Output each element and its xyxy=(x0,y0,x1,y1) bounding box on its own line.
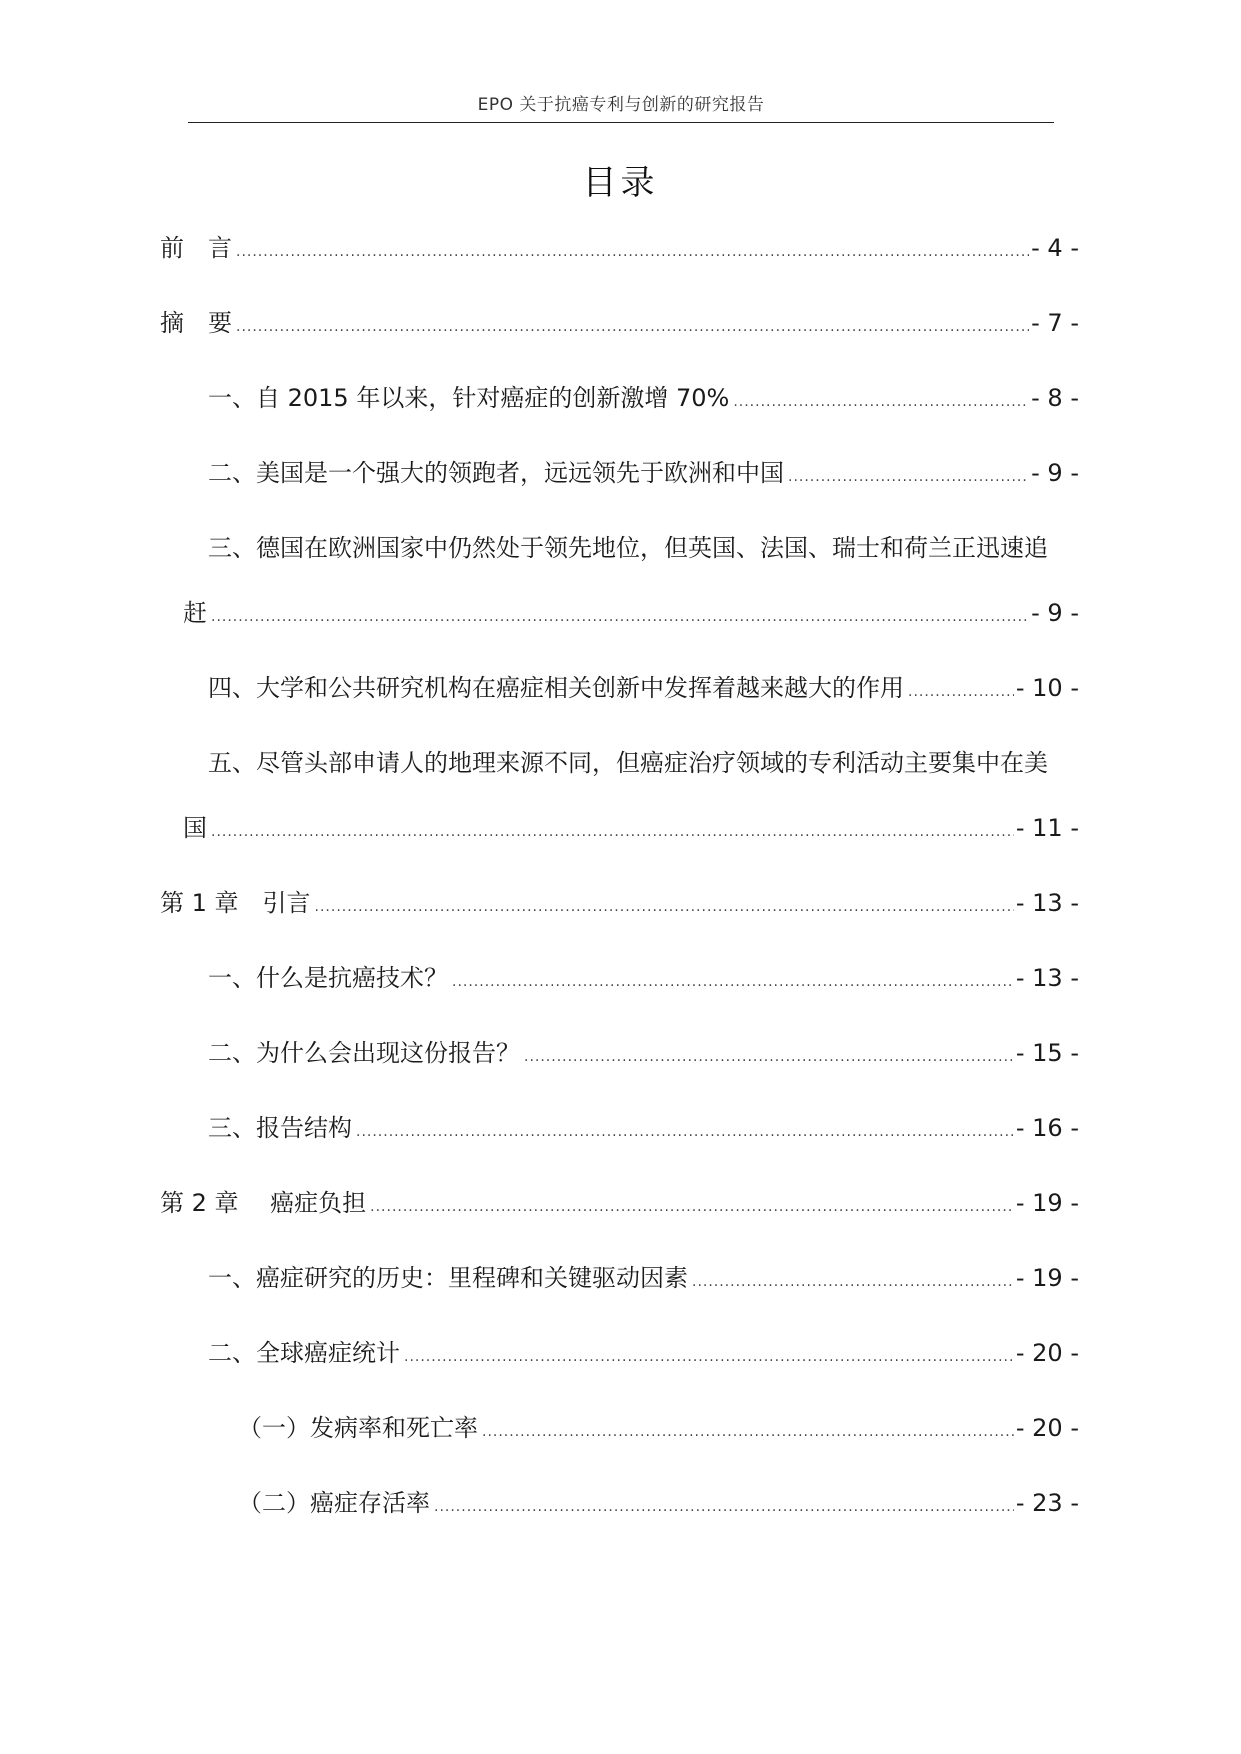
running-header: EPO 关于抗癌专利与创新的研究报告 xyxy=(477,95,765,115)
toc-entry-label: 二、美国是一个强大的领跑者，远远领先于欧洲和中国 xyxy=(208,459,784,487)
toc-entry-page: - 15 - xyxy=(1015,1039,1079,1067)
dot-leader xyxy=(692,1264,1014,1300)
toc-title: 目录 xyxy=(582,163,659,203)
toc-entry-label: 二、为什么会出现这份报告？ xyxy=(208,1039,520,1067)
dot-leader xyxy=(733,384,1029,420)
toc-entry-summary-2[interactable] xyxy=(208,455,1079,491)
toc-entry-preface[interactable] xyxy=(160,230,1079,266)
toc-entry-page: - 19 - xyxy=(1015,1264,1079,1292)
toc-entry-page: - 8 - xyxy=(1031,384,1079,412)
toc-entry-label: 四、大学和公共研究机构在癌症相关创新中发挥着越来越大的作用 xyxy=(208,674,904,702)
toc-entry-page: - 7 - xyxy=(1031,309,1079,337)
toc-entry-label: 前 言 xyxy=(160,234,232,262)
toc-entry-label: 摘 要 xyxy=(160,309,232,337)
toc-entry-summary-4[interactable] xyxy=(208,670,1079,706)
dot-leader xyxy=(908,674,1014,710)
toc-entry-summary[interactable] xyxy=(160,305,1079,341)
dot-leader xyxy=(356,1114,1014,1150)
toc-entry-page: - 9 - xyxy=(1031,599,1079,627)
toc-entry-chapter-2[interactable] xyxy=(160,1185,1079,1221)
dot-leader xyxy=(482,1414,1014,1450)
toc-entry-page: - 20 - xyxy=(1015,1339,1079,1367)
toc-entry-page: - 10 - xyxy=(1015,674,1079,702)
toc-entry-chapter-2-subsection-1[interactable] xyxy=(238,1410,1079,1446)
dot-leader xyxy=(211,814,1014,850)
toc-entry-label: 三、报告结构 xyxy=(208,1114,352,1142)
toc-entry-label: 国 xyxy=(183,814,207,842)
toc-entry-page: - 11 - xyxy=(1015,814,1079,842)
dot-leader xyxy=(788,459,1029,495)
toc-entry-page: - 13 - xyxy=(1015,889,1079,917)
toc-entry-chapter-1-section-2[interactable] xyxy=(208,1035,1079,1071)
dot-leader xyxy=(315,889,1014,925)
toc-entry-summary-5-line1[interactable]: 五、尽管头部申请人的地理来源不同，但癌症治疗领域的专利活动主要集中在美 xyxy=(208,749,1048,777)
toc-entry-page: - 16 - xyxy=(1015,1114,1079,1142)
toc-entry-label: 一、什么是抗癌技术？ xyxy=(208,964,448,992)
toc-entry-label: 一、癌症研究的历史：里程碑和关键驱动因素 xyxy=(208,1264,688,1292)
toc-entry-label: （一）发病率和死亡率 xyxy=(238,1414,478,1442)
toc-entry-chapter-2-subsection-2[interactable] xyxy=(238,1485,1079,1521)
dot-leader xyxy=(236,234,1029,270)
dot-leader xyxy=(370,1189,1014,1225)
toc-entry-summary-5[interactable] xyxy=(183,810,1079,846)
toc-entry-page: - 13 - xyxy=(1015,964,1079,992)
toc-entry-chapter-1-section-1[interactable] xyxy=(208,960,1079,996)
toc-entry-label: 一、自 2015 年以来，针对癌症的创新激增 70% xyxy=(208,384,730,412)
dot-leader xyxy=(404,1339,1014,1375)
toc-entry-page: - 9 - xyxy=(1031,459,1079,487)
dot-leader xyxy=(452,964,1014,1000)
toc-entry-label: 赶 xyxy=(183,599,207,627)
toc-entry-chapter-1[interactable] xyxy=(160,885,1079,921)
toc-entry-page: - 4 - xyxy=(1031,234,1079,262)
toc-entry-summary-3[interactable] xyxy=(183,595,1079,631)
toc-entry-label: 第 1 章 引言 xyxy=(160,889,311,917)
toc-entry-label: 第 2 章 癌症负担 xyxy=(160,1189,367,1217)
dot-leader xyxy=(524,1039,1014,1075)
dot-leader xyxy=(236,309,1029,345)
toc-entry-chapter-1-section-3[interactable] xyxy=(208,1110,1079,1146)
toc-entry-summary-1[interactable] xyxy=(208,380,1079,416)
toc-entry-label: （二）癌症存活率 xyxy=(238,1489,430,1517)
toc-entry-label: 二、全球癌症统计 xyxy=(208,1339,400,1367)
toc-entry-chapter-2-section-2[interactable] xyxy=(208,1335,1079,1371)
toc-entry-chapter-2-section-1[interactable] xyxy=(208,1260,1079,1296)
toc-entry-page: - 20 - xyxy=(1015,1414,1079,1442)
toc-entry-summary-3-line1[interactable]: 三、德国在欧洲国家中仍然处于领先地位，但英国、法国、瑞士和荷兰正迅速追 xyxy=(208,534,1048,562)
toc-entry-page: - 19 - xyxy=(1015,1189,1079,1217)
dot-leader xyxy=(434,1489,1014,1525)
toc-entry-page: - 23 - xyxy=(1015,1489,1079,1517)
dot-leader xyxy=(211,599,1029,635)
